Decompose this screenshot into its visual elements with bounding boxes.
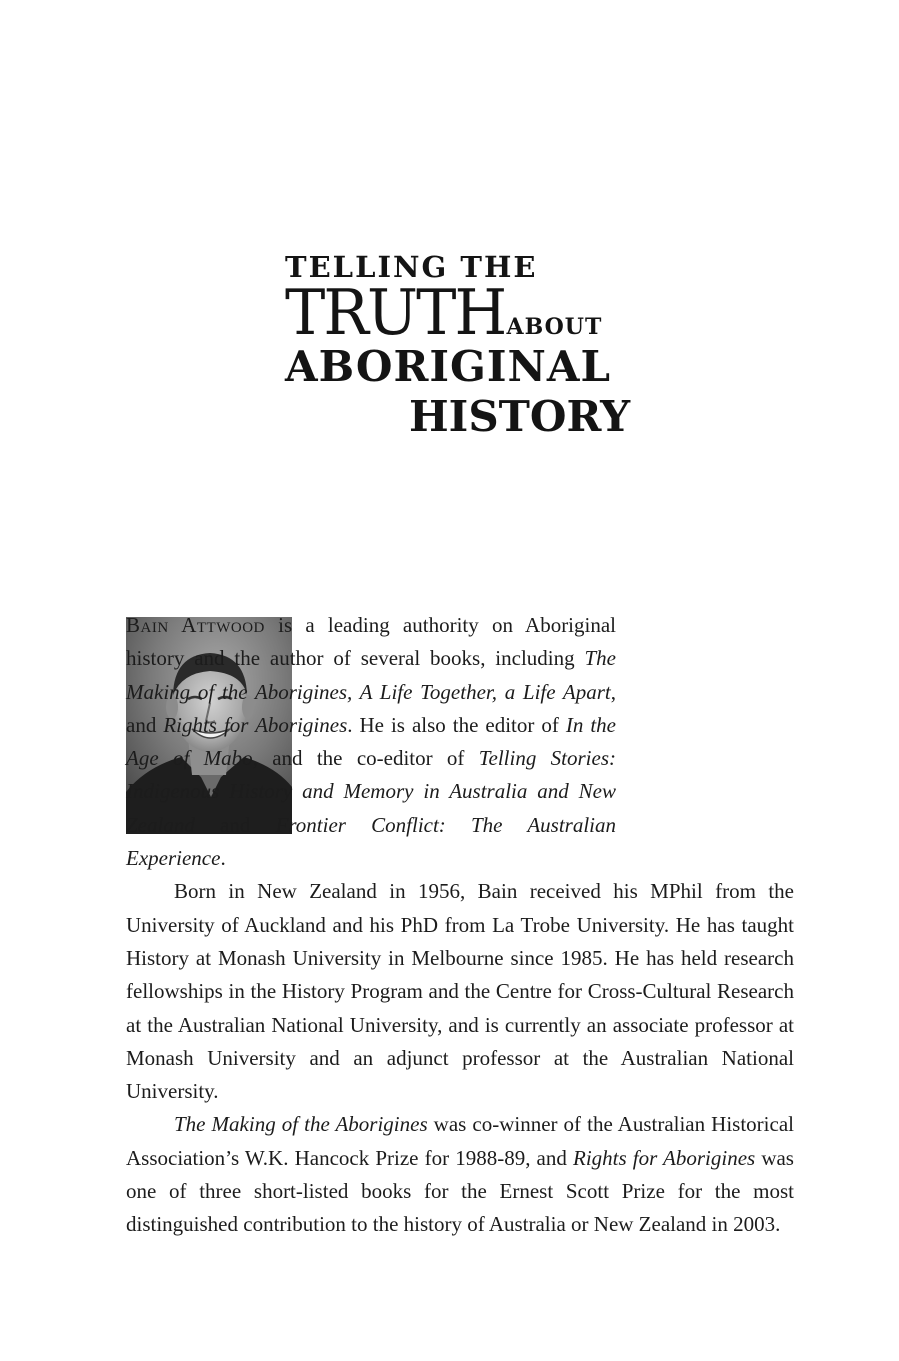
- bio-paragraph-3: The Making of the Aborigines was co-winner of the Australian Historical Association’s W.K. Hancock Prize for 1988-89, and Rights for Aborigines was one of three short-listed books for the Ernest Scott Prize for the most distinguished contribution to the history of Australia or New Zealand in 2003.: [126, 1112, 794, 1237]
- book-title-making-of-aborigines: The Making of the Aborigines, A Life Together, a Life Apart: [126, 646, 616, 704]
- book-title-telling-stories: Telling Stories: Indigenous History and Memory in Australia and New Zealand: [126, 746, 616, 837]
- book-title-frontier-conflict: Frontier Conflict: The Australian Experience: [126, 812, 616, 871]
- title-word-about: ABOUT: [506, 314, 603, 340]
- author-bio: [126, 609, 794, 1242]
- book-title-making-of-aborigines-2: The Making of the Aborigines: [174, 1112, 428, 1137]
- title-line-aboriginal: ABORIGINAL: [285, 342, 612, 391]
- book-title-rights-for-aborigines-2: Rights for Aborigines: [573, 1145, 756, 1170]
- title-line-truth-about: [285, 276, 685, 349]
- book-title-age-of-mabo: In the Age of Mabo: [126, 712, 616, 771]
- title-line-telling-the: TELLING THE: [285, 250, 538, 284]
- bio-paragraph-2: Born in New Zealand in 1956, Bain received his MPhil from the University of Auckland and his PhD from La Trobe University. He has taught History at Monash University in Melbourne since 1985. He has held research fellowships in the History Program and the Centre for Cross-Cultural Research at the Australian National University, and is currently an associate professor at Monash University and an adjunct professor at the Australian National University.: [126, 879, 794, 1104]
- book-title-rights-for-aborigines: Rights for Aborigines: [163, 712, 348, 737]
- bio-paragraph-1: Bain Attwood is a leading authority on Aboriginal history and the author of several books, including The Making of the Aborigines, A Life Together, a Life Apart, and Rights for Aborigines. He is also the editor of In the Age of Mabo, and the co-editor of Telling Stories: Indigenous History and Memory in Australia and New Zealand and Frontier Conflict: The Australian Experience.: [126, 613, 617, 871]
- title-word-truth: TRUTH: [285, 276, 506, 349]
- author-name: Bain Attwood: [126, 613, 265, 637]
- title-line-history: HISTORY: [409, 392, 631, 441]
- book-title: [285, 250, 685, 442]
